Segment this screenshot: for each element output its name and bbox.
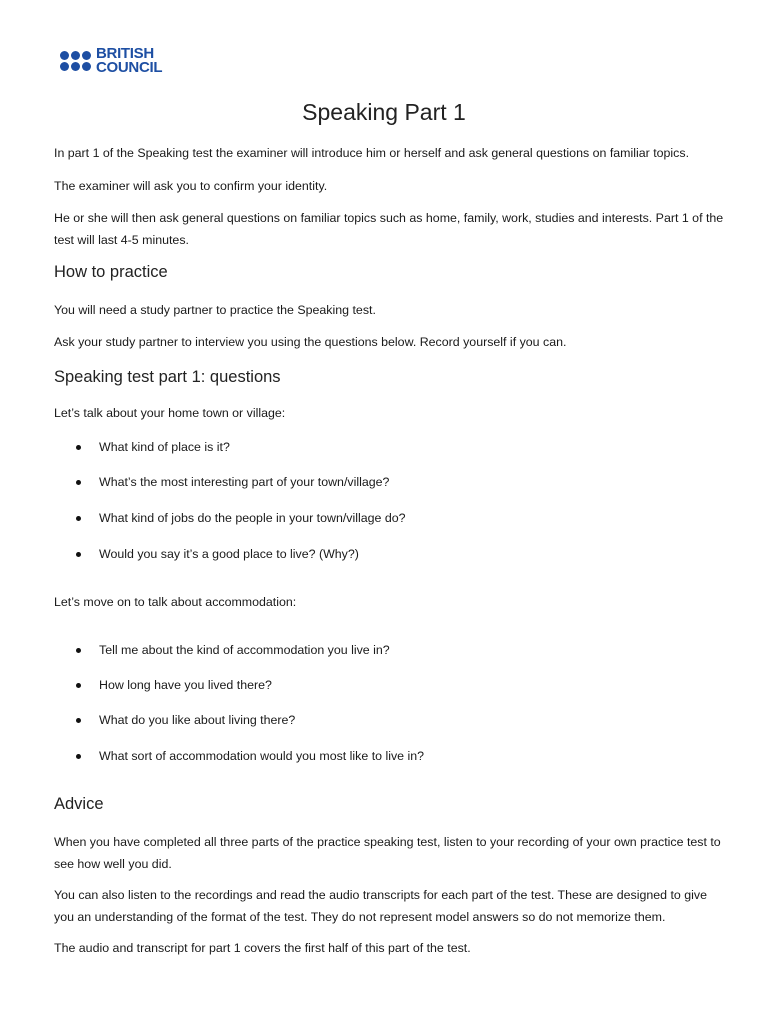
intro-paragraph-1: In part 1 of the Speaking test the examiner will introduce him or herself and ask general questions on familiar topics. <box>54 146 690 160</box>
bullet-icon <box>76 674 84 696</box>
list-item: Tell me about the kind of accommodation you live in? <box>99 643 390 657</box>
advice-paragraph-1: When you have completed all three parts of the practice speaking test, listen to your recording of your own practice test to see how well you did. <box>54 835 721 871</box>
bullet-icon <box>76 745 84 767</box>
list-item: Would you say it’s a good place to live? (Why?) <box>99 547 359 561</box>
list-item: What kind of place is it? <box>99 440 230 454</box>
questions-heading: Speaking test part 1: questions <box>54 368 281 386</box>
advice-paragraph-3: The audio and transcript for part 1 covers the first half of this part of the test. <box>54 941 471 955</box>
list-item: What kind of jobs do the people in your town/village do? <box>99 511 406 525</box>
bullet-icon <box>76 436 84 458</box>
list-item: What do you like about living there? <box>99 713 296 727</box>
intro-paragraph-2: The examiner will ask you to confirm your identity. <box>54 179 328 193</box>
list-item: What sort of accommodation would you most like to live in? <box>99 749 425 763</box>
bullet-icon <box>76 543 84 565</box>
practice-paragraph-1: You will need a study partner to practice the Speaking test. <box>54 303 376 317</box>
list-item: How long have you lived there? <box>99 678 272 692</box>
advice-paragraph-2: You can also listen to the recordings and read the audio transcripts for each part of the test. These are designed to give you an understanding of the format of the test. They do not represent model answers so do not memorize them. <box>54 888 707 924</box>
bullet-icon <box>76 709 84 731</box>
logo-wordmark <box>96 47 162 75</box>
advice-heading: Advice <box>54 795 104 813</box>
logo-dots-icon <box>60 51 91 71</box>
hometown-intro: Let’s talk about your home town or village: <box>54 406 286 420</box>
logo-line-1: BRITISH <box>96 45 154 62</box>
intro-paragraph-3: He or she will then ask general questions on familiar topics such as home, family, work, studies and interests. Part 1 of the test will last 4-5 minutes. <box>54 211 724 247</box>
bullet-icon <box>76 471 84 493</box>
page-title: Speaking Part 1 <box>302 99 466 125</box>
british-council-logo <box>60 47 162 75</box>
bullet-icon <box>76 639 84 661</box>
logo-line-2: COUNCIL <box>96 59 163 76</box>
list-item: What’s the most interesting part of your town/village? <box>99 475 390 489</box>
practice-paragraph-2: Ask your study partner to interview you using the questions below. Record yourself if you can. <box>54 335 567 349</box>
practice-heading: How to practice <box>54 263 168 281</box>
bullet-icon <box>76 507 84 529</box>
accommodation-intro: Let’s move on to talk about accommodation: <box>54 595 297 609</box>
